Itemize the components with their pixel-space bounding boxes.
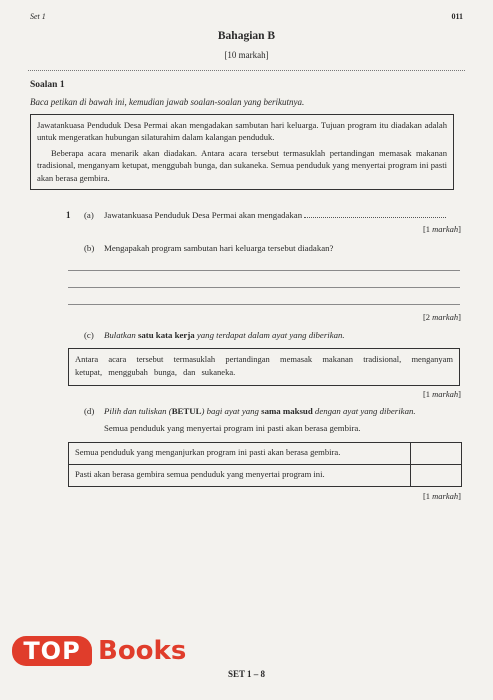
- part-a-marks: [1 markah]: [422, 224, 461, 234]
- part-b-label: (b): [84, 243, 95, 253]
- logo-books-text: Books: [98, 636, 187, 666]
- part-a-answer-blank[interactable]: [304, 217, 444, 218]
- question-label: Soalan 1: [30, 80, 65, 90]
- part-d-options-table: [68, 442, 462, 487]
- passage-box: [30, 114, 454, 190]
- part-c-question: Bulatkan satu kata kerja yang terdapat dalam ayat yang diberikan.: [104, 330, 345, 340]
- part-d-marks: [1 markah]: [422, 491, 461, 501]
- topbooks-logo: [12, 632, 192, 672]
- option-text-2: Pasti akan berasa gembira semua penduduk yang menyertai program ini.: [69, 465, 411, 487]
- part-c-marks: [1 markah]: [422, 389, 461, 399]
- part-b-marks: [2 markah]: [422, 312, 461, 322]
- option-answer-box-1[interactable]: [411, 443, 461, 465]
- part-d-label: (d): [84, 406, 95, 416]
- passage-paragraph-1: Jawatankuasa Penduduk Desa Permai akan mengadakan sambutan hari keluarga. Tujuan program itu diadakan adalah untuk mengeratkan hubungan silaturahim dalam kalangan penduduk.: [37, 120, 447, 143]
- part-c-sentence-box[interactable]: Antara acara tersebut termasuklah pertandingan memasak makanan tradisional, menganyam ketupat, menggubah bunga, dan sukaneka.: [68, 348, 460, 386]
- part-d-given-sentence: Semua penduduk yang menyertai program ini pasti akan berasa gembira.: [104, 423, 361, 433]
- page-footer: SET 1 – 8: [227, 669, 266, 679]
- part-b-answer-line-2[interactable]: [68, 287, 460, 288]
- part-d-question: Pilih dan tuliskan (BETUL) bagi ayat yang sama maksud dengan ayat yang diberikan.: [104, 406, 416, 416]
- part-a-text: Jawatankuasa Penduduk Desa Permai akan mengadakan: [104, 210, 303, 220]
- part-c-label: (c): [84, 330, 94, 340]
- option-answer-box-2[interactable]: [411, 465, 461, 487]
- question-number: 1: [66, 210, 71, 220]
- section-marks: [10 markah]: [224, 50, 269, 60]
- part-a-label: (a): [84, 210, 94, 220]
- section-title: Bahagian B: [217, 30, 276, 42]
- page-code: 011: [451, 12, 463, 21]
- passage-paragraph-2: Beberapa acara menarik akan diadakan. Antara acara tersebut termasuklah pertandingan memasak makanan tradisional, menganyam ketupat, menggubah bunga, dan sukaneka. Semua penduduk yang menyertai program ini pasti akan berasa gembira.: [37, 147, 447, 183]
- divider: [28, 70, 465, 71]
- option-text-1: Semua penduduk yang menganjurkan program ini pasti akan berasa gembira.: [69, 443, 411, 465]
- logo-top-text: TOP: [12, 636, 92, 666]
- option-row-2: [69, 465, 461, 487]
- part-b-answer-line-3[interactable]: [68, 304, 460, 305]
- part-a-question: Jawatankuasa Penduduk Desa Permai akan mengadakan .: [104, 210, 447, 220]
- part-b-answer-line-1[interactable]: [68, 270, 460, 271]
- part-b-question: Mengapakah program sambutan hari keluarga tersebut diadakan?: [104, 243, 334, 253]
- option-row-1: [69, 443, 461, 465]
- question-instruction: Baca petikan di bawah ini, kemudian jawab soalan-soalan yang berikutnya.: [30, 97, 305, 107]
- set-label: Set 1: [30, 12, 46, 21]
